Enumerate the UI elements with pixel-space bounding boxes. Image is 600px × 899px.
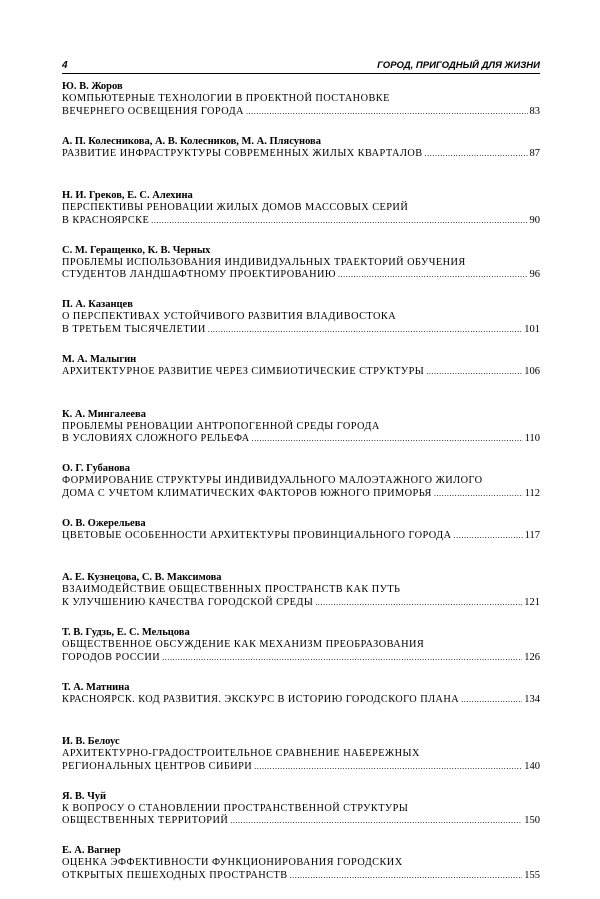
- toc-entry-title-line: К ВОПРОСУ О СТАНОВЛЕНИИ ПРОСТРАНСТВЕННОЙ СТРУКТУРЫ: [62, 802, 409, 814]
- toc-entry-authors: С. М. Геращенко, К. В. Черных: [62, 244, 211, 256]
- toc-entry-page-number: 112: [524, 487, 540, 499]
- toc-entry-title-line: ВЗАИМОДЕЙСТВИЕ ОБЩЕСТВЕННЫХ ПРОСТРАНСТВ КАК ПУТЬ: [62, 584, 401, 596]
- dot-leader: [162, 652, 522, 665]
- toc-entry-title-line: [62, 815, 540, 828]
- toc-entry-title-text: АРХИТЕКТУРНОЕ РАЗВИТИЕ ЧЕРЕЗ СИМБИОТИЧЕСКИЕ СТРУКТУРЫ: [62, 365, 425, 377]
- toc-entry-title-text: ОБЩЕСТВЕННЫХ ТЕРРИТОРИЙ: [62, 815, 229, 827]
- toc-entry: [62, 353, 540, 408]
- toc-entry-title-text: К УЛУЧШЕНИЮ КАЧЕСТВА ГОРОДСКОЙ СРЕДЫ: [62, 596, 314, 608]
- toc-entry-title-text: СТУДЕНТОВ ЛАНДШАФТНОМУ ПРОЕКТИРОВАНИЮ: [62, 269, 336, 281]
- toc-entry-title-line: АРХИТЕКТУРНО-ГРАДОСТРОИТЕЛЬНОЕ СРАВНЕНИЕ НАБЕРЕЖНЫХ: [62, 748, 420, 760]
- page-header: [62, 55, 540, 74]
- toc-entry: [62, 298, 540, 353]
- toc-entry-title-line: [62, 870, 540, 883]
- toc-entry-page-number: 110: [524, 433, 540, 445]
- toc-entry-page-number: 106: [524, 365, 540, 377]
- dot-leader: [315, 597, 522, 610]
- toc-entry-title-line: [62, 597, 540, 610]
- toc-entry: [62, 626, 540, 681]
- toc-entry-title-line: ПРОБЛЕМЫ ИСПОЛЬЗОВАНИЯ ИНДИВИДУАЛЬНЫХ ТРАЕКТОРИЙ ОБУЧЕНИЯ: [62, 256, 466, 268]
- dot-leader: [246, 106, 528, 119]
- dot-leader: [338, 269, 528, 282]
- dot-leader: [454, 530, 523, 543]
- toc-entry: [62, 408, 540, 463]
- toc-entry: [62, 517, 540, 572]
- table-of-contents: [62, 80, 540, 899]
- toc-entry-page-number: 117: [524, 529, 540, 541]
- toc-entry-authors: А. П. Колесникова, А. В. Колесников, М. А. Плясунова: [62, 135, 321, 147]
- toc-entry-page-number: 126: [524, 651, 540, 663]
- dot-leader: [426, 366, 522, 379]
- toc-entry-title-line: [62, 366, 540, 379]
- toc-entry-title-line: [62, 488, 540, 501]
- toc-entry: [62, 571, 540, 626]
- toc-entry-title-line: ПЕРСПЕКТИВЫ РЕНОВАЦИИ ЖИЛЫХ ДОМОВ МАССОВЫХ СЕРИЙ: [62, 202, 409, 214]
- dot-leader: [208, 324, 523, 337]
- toc-entry-page-number: 150: [524, 815, 540, 827]
- dot-leader: [434, 488, 523, 501]
- toc-entry-title-line: [62, 324, 540, 337]
- toc-entry-title-line: ФОРМИРОВАНИЕ СТРУКТУРЫ ИНДИВИДУАЛЬНОГО МАЛОЭТАЖНОГО ЖИЛОГО: [62, 475, 483, 487]
- toc-entry-title-text: ДОМА С УЧЕТОМ КЛИМАТИЧЕСКИХ ФАКТОРОВ ЮЖНОГО ПРИМОРЬЯ: [62, 487, 432, 499]
- dot-leader: [151, 215, 527, 228]
- toc-entry-authors: М. А. Малыгин: [62, 353, 137, 365]
- toc-entry-authors: К. А. Мингалеева: [62, 408, 146, 420]
- toc-entry-page-number: 90: [529, 214, 540, 226]
- toc-entry: [62, 80, 540, 135]
- toc-entry-title-line: ПРОБЛЕМЫ РЕНОВАЦИИ АНТРОПОГЕННОЙ СРЕДЫ ГОРОДА: [62, 420, 380, 432]
- toc-entry-authors: П. А. Казанцев: [62, 299, 133, 311]
- toc-entry-title-line: [62, 652, 540, 665]
- dot-leader: [425, 148, 528, 161]
- toc-entry-title-line: [62, 215, 540, 228]
- dot-leader: [230, 815, 522, 828]
- toc-entry-authors: И. В. Белоус: [62, 736, 120, 748]
- toc-entry-title-line: О ПЕРСПЕКТИВАХ УСТОЙЧИВОГО РАЗВИТИЯ ВЛАДИВОСТОКА: [62, 311, 397, 323]
- toc-entry: [62, 462, 540, 517]
- toc-entry-title-text: РАЗВИТИЕ ИНФРАСТРУКТУРЫ СОВРЕМЕННЫХ ЖИЛЫХ КВАРТАЛОВ: [62, 147, 423, 159]
- toc-entry-title-line: [62, 106, 540, 119]
- toc-entry-page-number: 83: [529, 105, 540, 117]
- toc-entry-title-line: [62, 269, 540, 282]
- toc-entry-authors: О. В. Ожерельева: [62, 517, 146, 529]
- toc-entry-title-text: ВЕЧЕРНЕГО ОСВЕЩЕНИЯ ГОРОДА: [62, 105, 244, 117]
- toc-entry-title-line: [62, 433, 540, 446]
- toc-entry-title-text: ОТКРЫТЫХ ПЕШЕХОДНЫХ ПРОСТРАНСТВ: [62, 869, 288, 881]
- toc-entry-title-text: В КРАСНОЯРСКЕ: [62, 214, 150, 226]
- toc-entry-page-number: 96: [529, 269, 540, 281]
- toc-entry-authors: Ю. В. Жоров: [62, 81, 123, 92]
- toc-entry: [62, 681, 540, 736]
- toc-entry-title-line: ОЦЕНКА ЭФФЕКТИВНОСТИ ФУНКЦИОНИРОВАНИЯ ГОРОДСКИХ: [62, 857, 403, 869]
- dot-leader: [290, 870, 523, 883]
- toc-entry-title-line: КОМПЬЮТЕРНЫЕ ТЕХНОЛОГИИ В ПРОЕКТНОЙ ПОСТАНОВКЕ: [62, 93, 390, 104]
- toc-entry-page-number: 101: [524, 323, 540, 335]
- toc-entry-authors: Т. В. Гудзь, Е. С. Мельцова: [62, 626, 190, 638]
- toc-entry-title-text: ЦВЕТОВЫЕ ОСОБЕННОСТИ АРХИТЕКТУРЫ ПРОВИНЦИАЛЬНОГО ГОРОДА: [62, 529, 452, 541]
- toc-entry-title-text: ГОРОДОВ РОССИИ: [62, 651, 161, 663]
- toc-entry-title-line: [62, 761, 540, 774]
- toc-entry-title-line: [62, 694, 540, 707]
- toc-entry: [62, 189, 540, 244]
- dot-leader: [461, 694, 522, 707]
- toc-entry-title-line: ОБЩЕСТВЕННОЕ ОБСУЖДЕНИЕ КАК МЕХАНИЗМ ПРЕОБРАЗОВАНИЯ: [62, 638, 425, 650]
- toc-entry-title-text: КРАСНОЯРСК. КОД РАЗВИТИЯ. ЭКСКУРС В ИСТОРИЮ ГОРОДСКОГО ПЛАНА: [62, 693, 460, 705]
- dot-leader: [254, 761, 522, 774]
- toc-entry-title-text: РЕГИОНАЛЬНЫХ ЦЕНТРОВ СИБИРИ: [62, 760, 253, 772]
- toc-entry: [62, 735, 540, 790]
- toc-entry: [62, 790, 540, 845]
- toc-entry-authors: Е. А. Вагнер: [62, 845, 121, 857]
- page-number: 4: [62, 60, 68, 71]
- toc-entry-title-text: В УСЛОВИЯХ СЛОЖНОГО РЕЛЬЕФА: [62, 433, 250, 445]
- toc-entry-authors: А. Е. Кузнецова, С. В. Максимова: [62, 572, 222, 584]
- toc-entry-authors: Т. А. Матнина: [62, 681, 130, 693]
- toc-entry-authors: О. Г. Губанова: [62, 463, 131, 475]
- toc-entry: [62, 135, 540, 190]
- toc-entry-page-number: 155: [524, 869, 540, 881]
- toc-entry-authors: Я. В. Чуй: [62, 790, 107, 802]
- toc-entry: [62, 244, 540, 299]
- toc-entry-page-number: 140: [524, 760, 540, 772]
- toc-entry-page-number: 121: [524, 596, 540, 608]
- toc-entry: [62, 844, 540, 899]
- toc-entry-authors: Н. И. Греков, Е. С. Алехина: [62, 190, 193, 202]
- toc-entry-page-number: 87: [529, 147, 540, 159]
- toc-entry-title-line: [62, 148, 540, 161]
- toc-entry-title-line: [62, 530, 540, 543]
- running-title: ГОРОД, ПРИГОДНЫЙ ДЛЯ ЖИЗНИ: [377, 60, 540, 71]
- toc-entry-page-number: 134: [524, 693, 540, 705]
- dot-leader: [252, 433, 523, 446]
- toc-entry-title-text: В ТРЕТЬЕМ ТЫСЯЧЕЛЕТИИ: [62, 323, 206, 335]
